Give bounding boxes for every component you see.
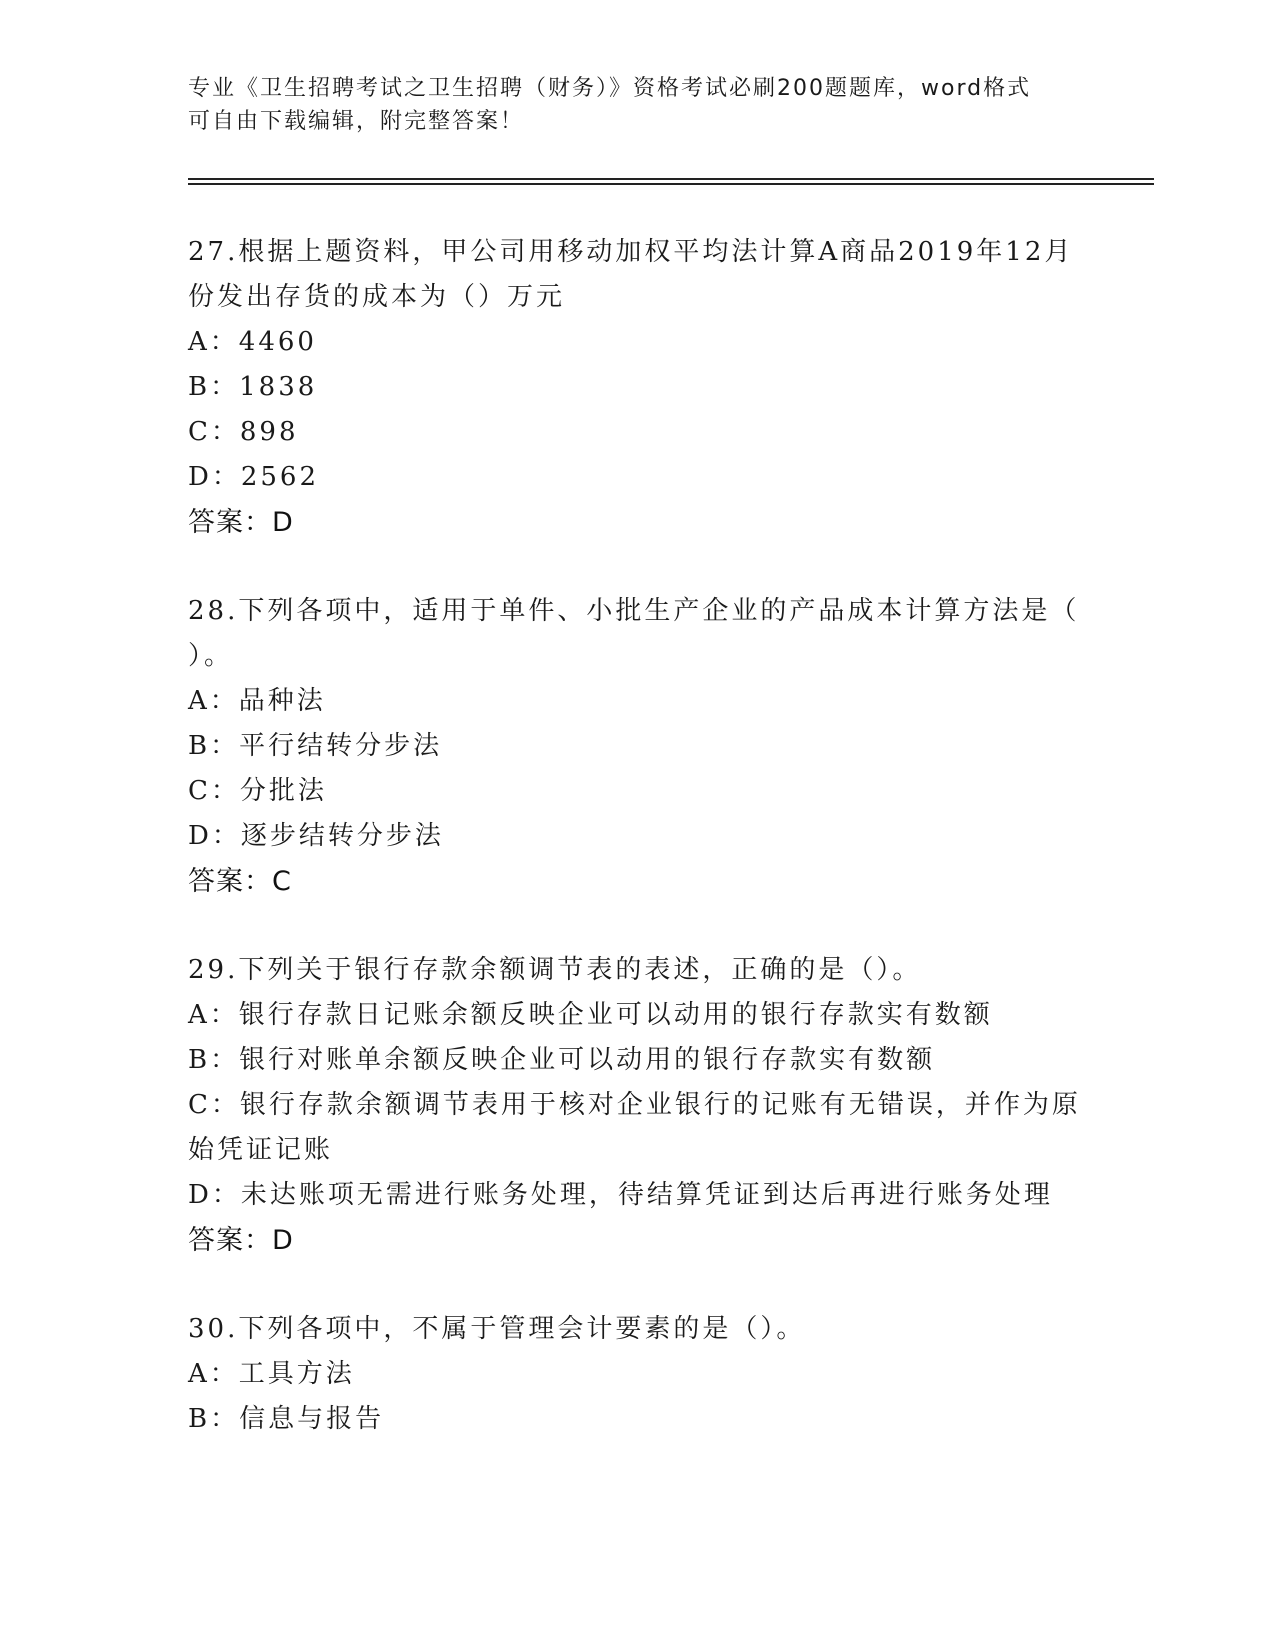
question-stem-continued: ）。: [188, 641, 234, 671]
question-stem-continued: 份发出存货的成本为（）万元: [188, 282, 566, 312]
option-c: C：898: [188, 417, 299, 447]
header-rule-top: [188, 178, 1154, 180]
header-line-2: 可自由下载编辑，附完整答案！: [188, 109, 525, 134]
option-c: C：银行存款余额调节表用于核对企业银行的记账有无错误，并作为原: [188, 1090, 1081, 1120]
option-b: B：银行对账单余额反映企业可以动用的银行存款实有数额: [188, 1045, 936, 1075]
question-stem: 28.下列各项中，适用于单件、小批生产企业的产品成本计算方法是（: [188, 596, 1080, 626]
question-stem: 29.下列关于银行存款余额调节表的表述，正确的是（）。: [188, 955, 922, 985]
question-28: [188, 589, 1088, 904]
question-30: [188, 1307, 1088, 1442]
option-c-continued: 始凭证记账: [188, 1135, 334, 1165]
option-d: D：2562: [188, 462, 320, 492]
option-b: B：1838: [188, 372, 318, 402]
question-stem: 27.根据上题资料，甲公司用移动加权平均法计算A商品2019年12月: [188, 237, 1074, 267]
header-rule-bottom: [188, 183, 1154, 185]
answer-line: 答案：C: [188, 866, 292, 897]
option-d: D：未达账项无需进行账务处理，待结算凭证到达后再进行账务处理: [188, 1180, 1053, 1210]
answer-line: 答案：D: [188, 1225, 294, 1256]
option-a: A：银行存款日记账余额反映企业可以动用的银行存款实有数额: [188, 1000, 993, 1030]
header-line-1: 专业《卫生招聘考试之卫生招聘（财务）》资格考试必刷200题题库，word格式: [188, 76, 1032, 101]
option-c: C：分批法: [188, 776, 327, 806]
option-b: B：平行结转分步法: [188, 731, 443, 761]
question-29: [188, 948, 1088, 1263]
option-a: A：4460: [188, 327, 317, 357]
option-a: A：品种法: [188, 686, 326, 716]
question-27: [188, 230, 1088, 545]
document-header: [188, 72, 1068, 138]
question-list: [188, 230, 1088, 1486]
question-stem: 30.下列各项中，不属于管理会计要素的是（）。: [188, 1314, 806, 1344]
option-d: D：逐步结转分步法: [188, 821, 444, 851]
option-a: A：工具方法: [188, 1359, 355, 1389]
option-b: B：信息与报告: [188, 1404, 385, 1434]
answer-line: 答案：D: [188, 507, 294, 538]
